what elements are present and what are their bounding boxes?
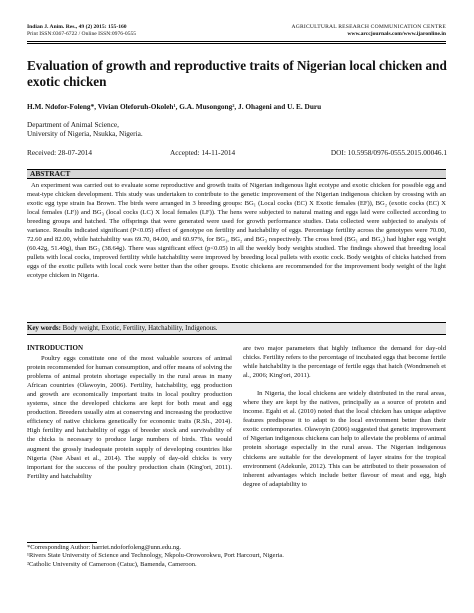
journal-header-right xyxy=(291,24,446,38)
issn-line: Print ISSN:0367-6722 / Online ISSN:0976-0555 xyxy=(27,31,137,37)
abstract-heading: ABSTRACT xyxy=(30,169,71,178)
corresponding-author: *Corresponding Author: harriet.ndoforfoleng@unn.edu.ng. xyxy=(27,544,182,551)
keywords-label: Key words: xyxy=(27,325,61,332)
doi[interactable]: DOI: 10.5958/0976-0555.2015.00046.1 xyxy=(330,148,447,157)
intro-right-column xyxy=(243,344,446,489)
affiliation xyxy=(27,120,447,139)
introduction-heading: INTRODUCTION xyxy=(27,344,84,352)
publication-dates xyxy=(27,148,447,158)
abstract-text: An experiment was carried out to evaluate some reproductive and growth traits of Nigerian indigenous light ecotype and exotic chicken for possible egg and meat-type chicken development. This study was undertaken to contribute to the genetic improvement of the Nigerian indigenous chicken by crossing with an exotic egg type strain Isa Brown. The birds were arranged in 3 breeding groups: BG₁ (Local cocks (EC) X Exotic females (EF)), BG₂ (exotic cocks (EC) X local females (LF)) and BG₃ (local cocks (LC) X local females (LF)). The hens were subjected to natural mating and eggs laid were collected according to breeding groups and hatched. The offsprings that were generated were used for growth performance studies. Data collected were subjected to analysis of variance. Results indicated significant (P<0.05) effect of genotype on fertility and hatchability of eggs. Percentage fertility across the genotypes were 70.00, 72.60 and 82.00, while hatchability was 69.70, 84.00, and 60.97%, for BG₁, BG₂ and BG₃ respectively. The cross bred (BG₁ and BG₂) had higher egg weight (60.42g, 51.40g), than BG₃ (38.64g). There was significant effect (p<0.05) in all the weekly body weights studied. The findings showed that breeding local pullets with local cocks, improved fertility while hatchability were improved by breeding local pullets with exotic cock. Body weights of chicks hatched from eggs of the exotic pullets with local cock were better than the other groups. Exotic chickens are recommended for the improvement body weight of the light ecotype chicken in Nigeria. xyxy=(27,182,446,280)
paper-title: Evaluation of growth and reproductive traits of Nigerian local chicken and exotic chicken xyxy=(27,58,447,89)
abstract-header-bar xyxy=(27,169,446,179)
footnote-affiliation-1: ¹Rivers State University of Science and Technology, Nkpolu-Oroworokwu, Port Harcourt, Nigeria. xyxy=(27,552,284,560)
accepted-date: Accepted: 14-11-2014 xyxy=(170,148,236,157)
header-rule-thin xyxy=(27,43,446,44)
affiliation-department: Department of Animal Science, xyxy=(27,120,119,129)
keywords xyxy=(27,324,446,333)
publisher-name: AGRICULTURAL RESEARCH COMMUNICATION CENTRE xyxy=(291,24,446,30)
received-date: Received: 28-07-2014 xyxy=(27,148,93,157)
affiliation-university: University of Nigeria, Nsukka, Nigeria. xyxy=(27,129,143,139)
intro-paragraph-1: Poultry eggs constitute one of the most valuable sources of animal protein recommended for human consumption, and offer means of solving the problems of animal protein shortage especially in the rural areas in many African countries (Olawoyin, 2006). Fertility, hatchability, egg production and growth are economically important traits in local poultry production systems, since the developed chickens are kept for both meat and egg production. Breeders usually aim at conserving and increasing the productive efficiency of native chickens genetically for economic traits (R.Sh., 2014). High fertility and hatchability of eggs of breeder stock and survivability of the chicks is necessary to produce large numbers of birds. This would augment the grossly inadequate protein supply of developing countries like Nigeria (Nse Abasi et al., 2014). The supply of day-old chicks is very important for the success of the poultry production chain (King'ori, 2011). Fertility and hatchability xyxy=(27,355,232,480)
intro-left-column xyxy=(27,344,232,481)
footnote-rule xyxy=(27,542,97,543)
header-rule xyxy=(27,41,446,42)
journal-header-left xyxy=(27,24,136,38)
publisher-website[interactable]: www.arccjournals.com/www.ijaronline.in xyxy=(347,31,446,37)
journal-citation: Indian J. Anim. Res., 49 (2) 2015: 155-160 xyxy=(27,24,127,30)
keywords-text: Body weight, Exotic, Fertility, Hatchability, Indigenous. xyxy=(62,325,218,332)
author-list: H.M. Ndofor-Foleng*, Vivian Oleforuh-Okoleh¹, G.A. Musongong², J. Ohageni and U. E. Duru xyxy=(27,102,322,111)
footnotes xyxy=(27,544,446,569)
intro-paragraph-2: In Nigeria, the local chickens are widely distributed in the rural areas, where they are kept by the natives, principally as a source of protein and income. Egahi et al. (2010) noted that the local chicken has unique adaptive features predispose it to adapt to the local environment better than their exotic contemporaries. Olawoyin (2006) suggested that genetic improvement of Nigerian indigenous chickens can help to alleviate the problems of animal protein shortage especially in the rural areas. The Nigerian indigenous chickens are suitable for the development of layer strains for the tropical environment (Adekunle, 2012). This can be attributed to their possession of inherent advantages which include better flavour of meat and egg, high degree of adaptability to xyxy=(243,390,446,488)
intro-paragraph-1-continued: are two major parameters that highly influence the demand for day-old chicks. Fertility refers to the percentage of incubated eggs that become fertile while hatchability is the percentage of fertile eggs that hatch (Wondmeneh et al., 2006; King'ori, 2011). xyxy=(243,345,446,380)
footnote-affiliation-2: ²Catholic University of Cameroon (Catuc), Bamenda, Cameroon. xyxy=(27,560,197,568)
